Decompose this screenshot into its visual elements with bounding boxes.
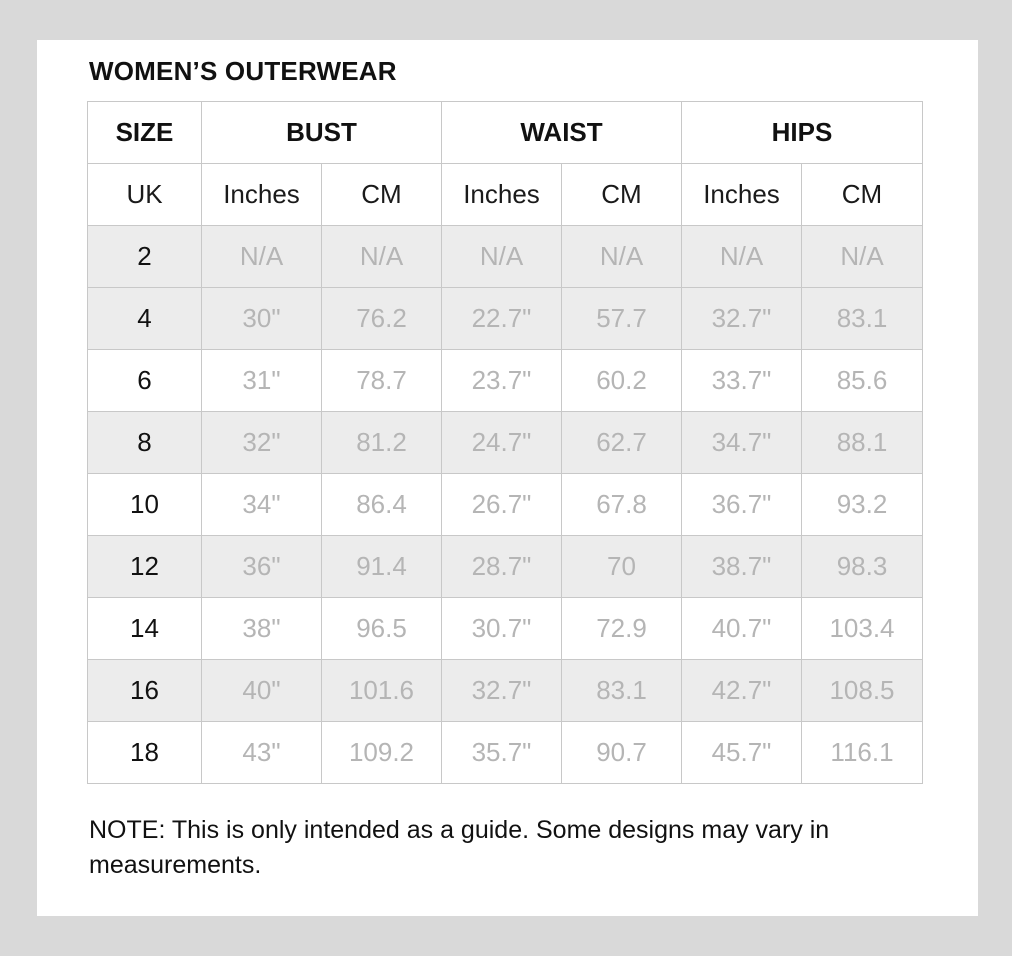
page-title: WOMEN’S OUTERWEAR — [89, 56, 397, 86]
subheader-uk: UK — [88, 164, 202, 226]
table-row — [88, 722, 923, 784]
size-cell: 8 — [88, 412, 202, 474]
size-cell: 14 — [88, 598, 202, 660]
bust-inches-cell: 34" — [202, 474, 322, 536]
subheader-waist-cm: CM — [562, 164, 682, 226]
bust-inches-cell: 31" — [202, 350, 322, 412]
table-row — [88, 536, 923, 598]
table-row — [88, 350, 923, 412]
bust-inches-cell: 43" — [202, 722, 322, 784]
size-guide-card — [37, 40, 978, 916]
bust-inches-cell: 36" — [202, 536, 322, 598]
table-row — [88, 412, 923, 474]
waist-cm-cell: 60.2 — [562, 350, 682, 412]
subheader-hips-inches: Inches — [682, 164, 802, 226]
hips-cm-cell: 98.3 — [802, 536, 923, 598]
bust-inches-cell: N/A — [202, 226, 322, 288]
header-size: SIZE — [88, 102, 202, 164]
size-table — [87, 101, 923, 784]
hips-cm-cell: 93.2 — [802, 474, 923, 536]
bust-cm-cell: 101.6 — [322, 660, 442, 722]
subheader-waist-inches: Inches — [442, 164, 562, 226]
bust-cm-cell: 78.7 — [322, 350, 442, 412]
table-row — [88, 474, 923, 536]
size-cell: 10 — [88, 474, 202, 536]
waist-cm-cell: 62.7 — [562, 412, 682, 474]
bust-inches-cell: 38" — [202, 598, 322, 660]
hips-inches-cell: 38.7" — [682, 536, 802, 598]
hips-cm-cell: 83.1 — [802, 288, 923, 350]
waist-inches-cell: 24.7" — [442, 412, 562, 474]
size-cell: 12 — [88, 536, 202, 598]
subheader-bust-cm: CM — [322, 164, 442, 226]
waist-cm-cell: 70 — [562, 536, 682, 598]
hips-cm-cell: 103.4 — [802, 598, 923, 660]
waist-cm-cell: N/A — [562, 226, 682, 288]
header-bust: BUST — [202, 102, 442, 164]
waist-inches-cell: 32.7" — [442, 660, 562, 722]
hips-cm-cell: 108.5 — [802, 660, 923, 722]
waist-inches-cell: N/A — [442, 226, 562, 288]
table-row — [88, 288, 923, 350]
waist-cm-cell: 83.1 — [562, 660, 682, 722]
hips-cm-cell: 88.1 — [802, 412, 923, 474]
waist-inches-cell: 26.7" — [442, 474, 562, 536]
subheader-row — [88, 164, 923, 226]
size-cell: 2 — [88, 226, 202, 288]
subheader-hips-cm: CM — [802, 164, 923, 226]
table-row — [88, 660, 923, 722]
bust-cm-cell: 86.4 — [322, 474, 442, 536]
table-row — [88, 226, 923, 288]
waist-inches-cell: 22.7" — [442, 288, 562, 350]
bust-cm-cell: N/A — [322, 226, 442, 288]
hips-inches-cell: 32.7" — [682, 288, 802, 350]
header-hips: HIPS — [682, 102, 923, 164]
hips-cm-cell: 85.6 — [802, 350, 923, 412]
hips-inches-cell: 36.7" — [682, 474, 802, 536]
bust-inches-cell: 30" — [202, 288, 322, 350]
waist-cm-cell: 67.8 — [562, 474, 682, 536]
group-header-row — [88, 102, 923, 164]
waist-cm-cell: 72.9 — [562, 598, 682, 660]
hips-cm-cell: 116.1 — [802, 722, 923, 784]
waist-inches-cell: 30.7" — [442, 598, 562, 660]
size-cell: 6 — [88, 350, 202, 412]
waist-inches-cell: 35.7" — [442, 722, 562, 784]
hips-inches-cell: 42.7" — [682, 660, 802, 722]
waist-inches-cell: 28.7" — [442, 536, 562, 598]
bust-cm-cell: 91.4 — [322, 536, 442, 598]
table-row — [88, 598, 923, 660]
waist-cm-cell: 90.7 — [562, 722, 682, 784]
hips-inches-cell: 40.7" — [682, 598, 802, 660]
header-waist: WAIST — [442, 102, 682, 164]
hips-cm-cell: N/A — [802, 226, 923, 288]
waist-inches-cell: 23.7" — [442, 350, 562, 412]
hips-inches-cell: 45.7" — [682, 722, 802, 784]
bust-cm-cell: 81.2 — [322, 412, 442, 474]
bust-cm-cell: 96.5 — [322, 598, 442, 660]
subheader-bust-inches: Inches — [202, 164, 322, 226]
hips-inches-cell: 34.7" — [682, 412, 802, 474]
waist-cm-cell: 57.7 — [562, 288, 682, 350]
bust-cm-cell: 76.2 — [322, 288, 442, 350]
hips-inches-cell: N/A — [682, 226, 802, 288]
guide-note: NOTE: This is only intended as a guide. Some designs may vary in measurements. — [89, 816, 830, 879]
bust-inches-cell: 32" — [202, 412, 322, 474]
size-cell: 4 — [88, 288, 202, 350]
size-cell: 16 — [88, 660, 202, 722]
bust-cm-cell: 109.2 — [322, 722, 442, 784]
size-cell: 18 — [88, 722, 202, 784]
bust-inches-cell: 40" — [202, 660, 322, 722]
hips-inches-cell: 33.7" — [682, 350, 802, 412]
